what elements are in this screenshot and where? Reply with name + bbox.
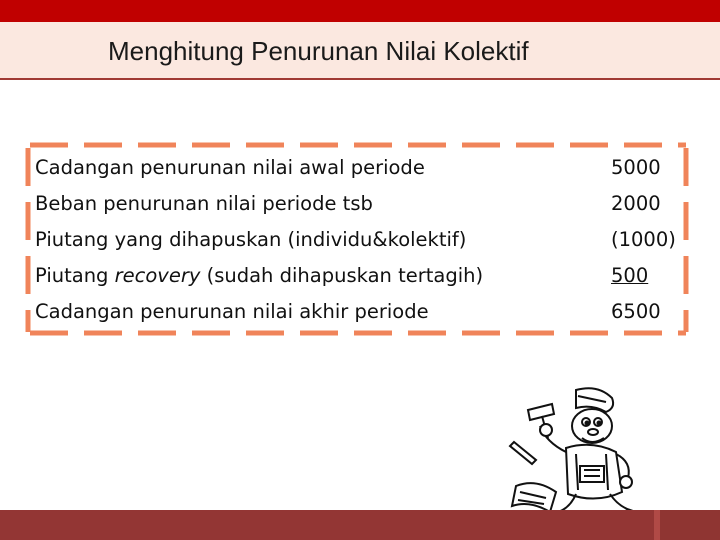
row-label-3: Piutang yang dihapuskan (individu&kolektif)	[35, 228, 467, 251]
handyman-cartoon-icon	[506, 382, 644, 522]
row-value-4: 500	[611, 264, 649, 287]
row-label-4-pre: Piutang	[35, 264, 115, 287]
row-value-1: 5000	[611, 156, 661, 179]
row-label-2: Beban penurunan nilai periode tsb	[35, 192, 373, 215]
row-value-2: 2000	[611, 192, 661, 215]
row-values	[611, 150, 676, 330]
slide-title: Menghitung Penurunan Nilai Kolektif	[108, 36, 529, 66]
row-value-5: 6500	[611, 300, 661, 323]
bottom-bar	[0, 510, 720, 540]
row-label-4-emphasis: recovery	[114, 264, 201, 287]
row-label-4	[35, 258, 483, 294]
row-value-3: (1000)	[611, 228, 676, 251]
bottom-accent	[660, 510, 720, 540]
row-label-1: Cadangan penurunan nilai awal periode	[35, 156, 425, 179]
row-label-4-post: (sudah dihapuskan tertagih)	[200, 264, 484, 287]
row-labels	[35, 150, 483, 330]
row-label-5: Cadangan penurunan nilai akhir periode	[35, 300, 429, 323]
